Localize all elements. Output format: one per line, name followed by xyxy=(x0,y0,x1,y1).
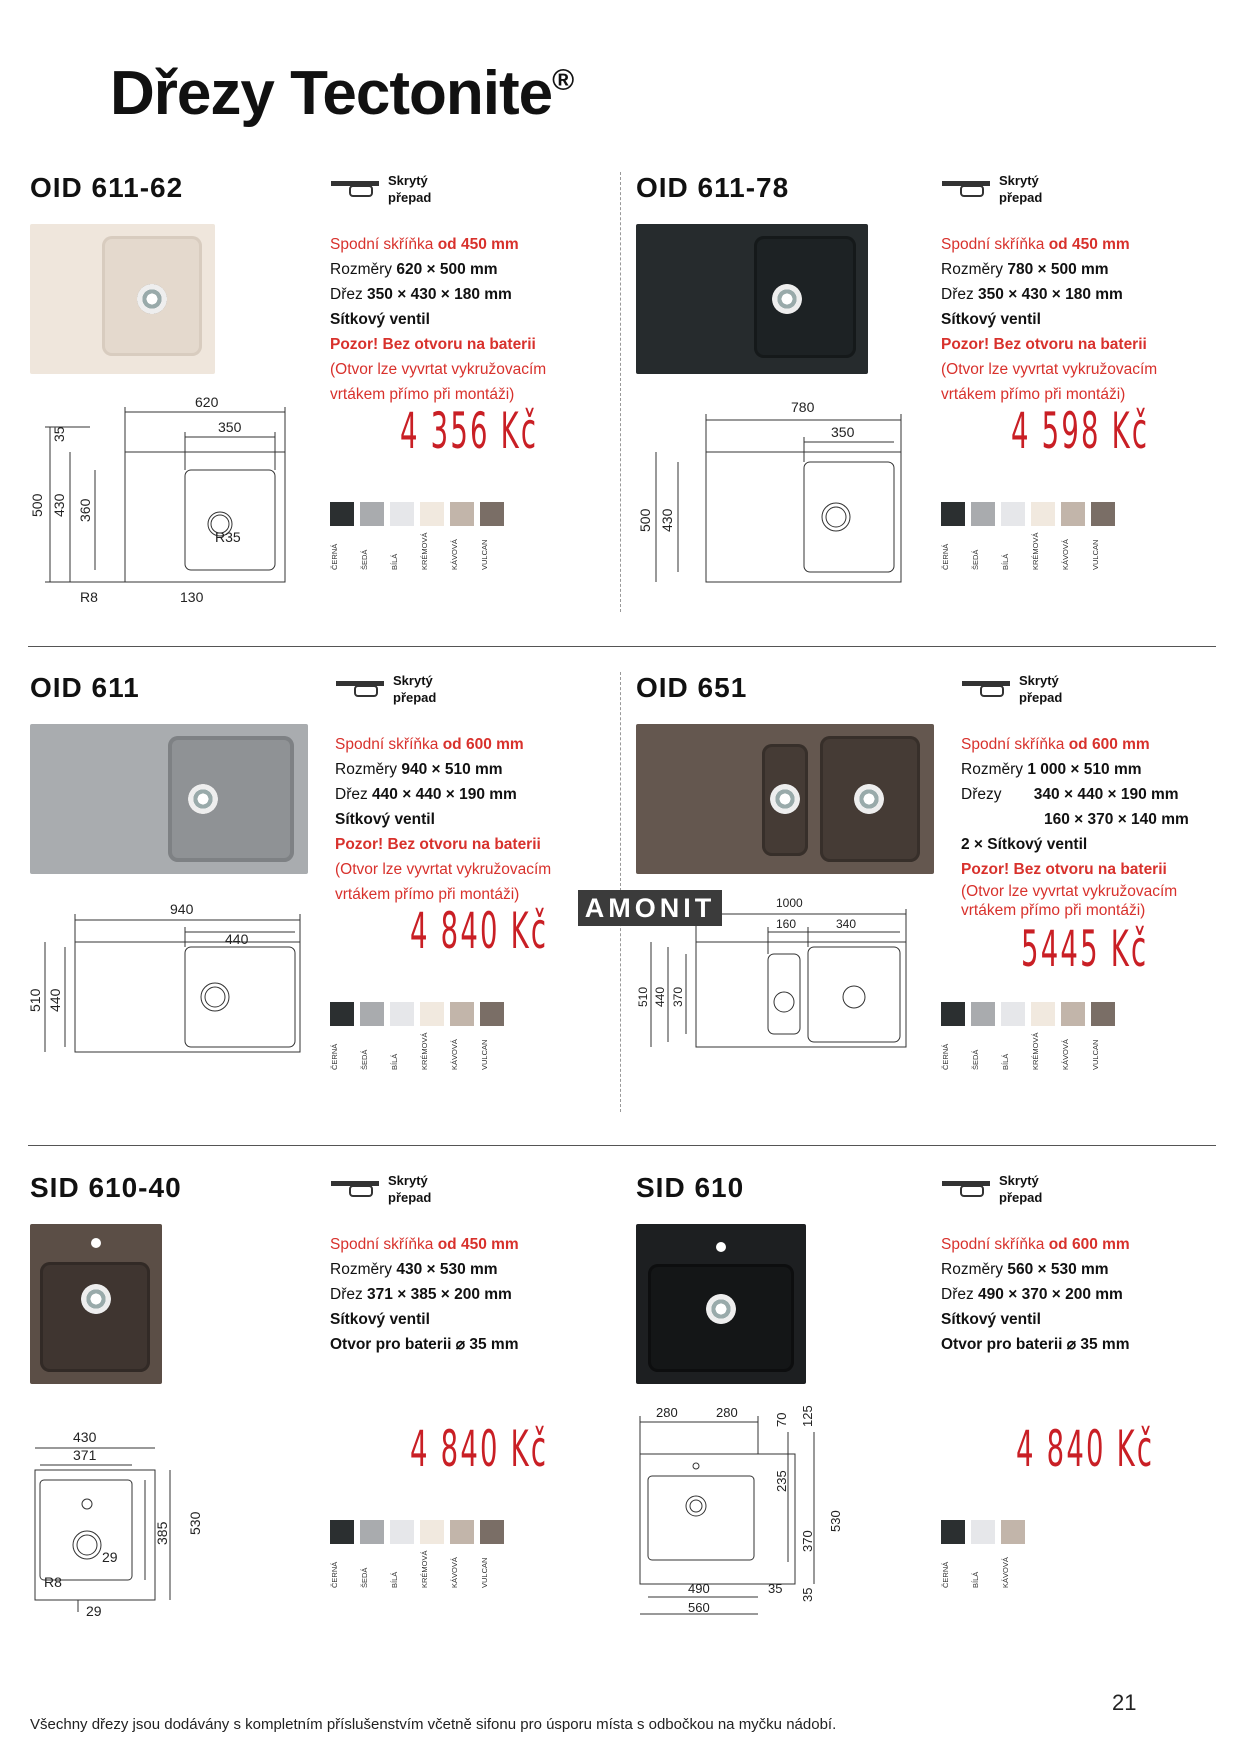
swatch-seda xyxy=(360,1002,384,1026)
dim-height: 530 xyxy=(828,1510,843,1532)
product-title: OID 611-62 xyxy=(30,172,184,203)
tap-hole xyxy=(716,1242,726,1252)
dim-bowl-width: 490 xyxy=(688,1581,710,1596)
swatch-bila xyxy=(1001,502,1025,526)
drain-icon xyxy=(706,1294,736,1324)
dim-width: 560 xyxy=(688,1600,710,1615)
drain-icon xyxy=(137,284,167,314)
swatch-seda xyxy=(360,502,384,526)
swatch-cerna xyxy=(330,1002,354,1026)
swatch-kavova xyxy=(1001,1520,1025,1544)
drain-icon xyxy=(772,284,802,314)
dim-top: 35 xyxy=(51,426,67,442)
technical-drawing xyxy=(636,1402,876,1627)
dim-top1: 70 xyxy=(774,1412,789,1427)
spec-list: Spodní skříňka od 600 mm Rozměry 1 000 × 510 mm Dřezy 340 × 440 × 190 mm 160 × 370 × 140 mm 2 × Sítkový ventil Pozor! Bez otvoru na baterii (Otvor lze vyvrtat vykružovacím vrtákem přímo při montáži) xyxy=(961,736,1189,919)
dim-radius: R35 xyxy=(215,529,241,545)
swatch-kavova xyxy=(1061,1002,1085,1026)
dim-bowl-height: 440 xyxy=(653,986,667,1007)
dim-height: 530 xyxy=(187,1511,203,1535)
product-photo xyxy=(30,1224,162,1384)
dim-inner-height: 360 xyxy=(77,498,93,522)
swatch-bila xyxy=(390,502,414,526)
drain-icon xyxy=(188,784,218,814)
swatch-kavova xyxy=(450,502,474,526)
sink-bowl xyxy=(168,736,294,862)
spec-list: Spodní skříňka od 450 mm Rozměry 430 × 530 mm Dřez 371 × 385 × 200 mm Sítkový ventil Otvor pro baterii ⌀ 35 mm xyxy=(330,1236,519,1353)
page-number: 21 xyxy=(1112,1690,1137,1715)
dim-height: 500 xyxy=(637,508,653,532)
technical-drawing xyxy=(636,392,906,627)
product-title: SID 610-40 xyxy=(30,1172,182,1203)
dim-bowl-height: 440 xyxy=(47,988,63,1012)
product-photo xyxy=(636,224,868,374)
product-title: OID 651 xyxy=(636,672,748,703)
product-card-oid-651: OID 651 1000 160 340 510 440 370 Skrytý přepad Spodní skříňka od 600 mm Rozměry 1 000 × 510 mm Dřezy 340 × 440 × 190 mm 160 × 370 × 140 mm 2 × Sítkový ventil Pozor! Bez otvoru na baterii (Otvor lze vyvrtat vykružovacím vrtákem přímo při montáži) 5445 Kč ČERNÁ ŠEDÁ BÍLÁ KRÉMOVÁ KÁVOVÁ VULCAN xyxy=(636,672,1236,1142)
sink-bowl xyxy=(40,1262,150,1372)
swatch-kavova xyxy=(450,1002,474,1026)
hidden-overflow-icon xyxy=(961,678,1011,698)
dim-offset2: 29 xyxy=(86,1603,102,1619)
price: 4 356 Kč xyxy=(400,402,539,460)
dim-half-left: 280 xyxy=(656,1405,678,1420)
product-card-sid-610-40: SID 610-40 430 371 29 R8 29 385 530 Skrytý přepad Spodní skříňka od 450 mm Rozměry 430 × 530 mm Dřez 371 × 385 × 200 mm Sítkový ventil Otvor pro baterii ⌀ 35 mm 4 840 Kč ČERNÁ ŠEDÁ BÍLÁ KRÉMOVÁ KÁVOVÁ VULCAN xyxy=(30,1172,630,1642)
dim-small-height: 370 xyxy=(671,986,685,1007)
dim-width: 430 xyxy=(73,1429,97,1445)
swatch-vulcan xyxy=(1091,1002,1115,1026)
dim-bowl-width: 350 xyxy=(218,419,242,435)
hidden-overflow-badge: Skrytý přepad xyxy=(941,172,1061,212)
dim-bowl-height: 430 xyxy=(659,508,675,532)
swatch-vulcan xyxy=(480,1002,504,1026)
swatch-kremova xyxy=(1031,502,1055,526)
swatch-kremova xyxy=(420,1002,444,1026)
swatch-cerna xyxy=(941,502,965,526)
product-photo xyxy=(30,224,215,374)
spec-list: Spodní skříňka od 600 mm Rozměry 940 × 510 mm Dřez 440 × 440 × 190 mm Sítkový ventil Pozor! Bez otvoru na baterii (Otvor lze vyvrtat vykružovacím vrtákem přímo při montáži) xyxy=(335,736,552,903)
dim-corner: R8 xyxy=(44,1574,62,1590)
swatch-kavova xyxy=(1061,502,1085,526)
spec-list: Spodní skříňka od 450 mm Rozměry 780 × 500 mm Dřez 350 × 430 × 180 mm Sítkový ventil Pozor! Bez otvoru na baterii (Otvor lze vyvrtat vykružovacím vrtákem přímo při montáži) xyxy=(941,236,1158,403)
hidden-overflow-icon xyxy=(330,178,380,198)
dim-width: 620 xyxy=(195,394,219,410)
product-title: SID 610 xyxy=(636,1172,745,1203)
row-divider xyxy=(28,646,1216,647)
dim-bowl-height: 370 xyxy=(800,1530,815,1552)
price: 5445 Kč xyxy=(1021,920,1149,978)
swatch-bila xyxy=(390,1520,414,1544)
swatch-cerna xyxy=(330,1520,354,1544)
dim-half-right: 280 xyxy=(716,1405,738,1420)
drain-icon xyxy=(770,784,800,814)
dim-height: 500 xyxy=(29,493,45,517)
swatch-seda xyxy=(971,1002,995,1026)
swatch-cerna xyxy=(330,502,354,526)
product-title: OID 611 xyxy=(30,672,140,703)
dim-mid: 235 xyxy=(774,1470,789,1492)
product-photo xyxy=(636,724,934,874)
dim-bottom: 35 xyxy=(800,1587,815,1602)
swatch-bila xyxy=(1001,1002,1025,1026)
dim-top2: 125 xyxy=(800,1405,815,1427)
technical-drawing xyxy=(30,1420,220,1625)
hidden-overflow-badge: Skrytý přepad xyxy=(941,1172,1061,1212)
hidden-overflow-icon xyxy=(330,1178,380,1198)
spec-list: Spodní skříňka od 600 mm Rozměry 560 × 530 mm Dřez 490 × 370 × 200 mm Sítkový ventil Otvor pro baterii ⌀ 35 mm xyxy=(941,1236,1130,1353)
dim-bowl-width: 371 xyxy=(73,1447,97,1463)
product-card-oid-611-62: OID 611-62 620 350 R35 R8 130 500 430 360 35 Skrytý přepad Spodní skříňka od 450 mm Rozměry 620 × 500 mm Dřez 350 × 430 × 180 mm Sítkový ventil Pozor! Bez otvoru na baterii (Otvor lze vyvrtat vykružovacím vrtákem přímo při montáži) 4 356 Kč ČERNÁ ŠEDÁ BÍLÁ KRÉMOVÁ KÁVOVÁ VULCAN xyxy=(30,172,630,642)
dim-bowl1: 160 xyxy=(776,917,797,931)
product-photo xyxy=(636,1224,806,1384)
technical-drawing xyxy=(27,892,320,1067)
amonit-logo: AMONIT xyxy=(578,890,722,926)
swatch-kremova xyxy=(420,1520,444,1544)
dim-offset: 130 xyxy=(180,589,204,605)
dim-corner: R8 xyxy=(80,589,98,605)
price: 4 598 Kč xyxy=(1011,402,1150,460)
swatch-vulcan xyxy=(1091,502,1115,526)
hidden-overflow-icon xyxy=(335,678,385,698)
dim-height: 510 xyxy=(27,988,43,1012)
dim-offset: 29 xyxy=(102,1549,118,1565)
product-card-oid-611: OID 611 940 440 510 440 Skrytý přepad Spodní skříňka od 600 mm Rozměry 940 × 510 mm Dřez 440 × 440 × 190 mm Sítkový ventil Pozor! Bez otvoru na baterii (Otvor lze vyvrtat vykružovacím vrtákem přímo při montáži) 4 840 Kč ČERNÁ ŠEDÁ BÍLÁ KRÉMOVÁ KÁVOVÁ VULCAN xyxy=(30,672,630,1142)
swatch-seda xyxy=(971,502,995,526)
price: 4 840 Kč xyxy=(410,1420,549,1478)
hidden-overflow-icon xyxy=(941,1178,991,1198)
swatch-bila xyxy=(971,1520,995,1544)
tap-hole xyxy=(91,1238,101,1248)
technical-drawing xyxy=(30,392,300,627)
dim-bowl-height: 430 xyxy=(51,493,67,517)
footer-note: Všechny dřezy jsou dodávány s kompletním příslušenstvím včetně sifonu pro úsporu místa s odbočkou na myčku nádobí. xyxy=(30,1716,837,1733)
hidden-overflow-badge: Skrytý přepad xyxy=(335,672,455,712)
sink-bowl xyxy=(754,236,856,358)
swatch-vulcan xyxy=(480,1520,504,1544)
swatch-bila xyxy=(390,1002,414,1026)
drain-icon xyxy=(854,784,884,814)
product-card-sid-610: SID 610 280 280 70 125 235 370 530 35 490 560 35 Skrytý přepad Spodní skříňka od 600 mm Rozměry 560 × 530 mm Dřez 490 × 370 × 200 mm Sítkový ventil Otvor pro baterii ⌀ 35 mm 4 840 Kč ČERNÁ BÍLÁ KÁVOVÁ xyxy=(636,1172,1236,1642)
row-divider xyxy=(28,1145,1216,1146)
swatch-kavova xyxy=(450,1520,474,1544)
dim-width: 780 xyxy=(791,399,815,415)
price: 4 840 Kč xyxy=(410,902,549,960)
hidden-overflow-icon xyxy=(941,178,991,198)
dim-side: 35 xyxy=(768,1581,783,1596)
swatch-cerna xyxy=(941,1002,965,1026)
product-title: OID 611-78 xyxy=(636,172,790,203)
swatch-cerna xyxy=(941,1520,965,1544)
swatch-kremova xyxy=(420,502,444,526)
dim-width: 1000 xyxy=(776,896,803,910)
swatch-kremova xyxy=(1031,1002,1055,1026)
price: 4 840 Kč xyxy=(1016,1420,1155,1478)
dim-bowl-height: 385 xyxy=(154,1521,170,1545)
hidden-overflow-badge: Skrytý přepad xyxy=(961,672,1081,712)
hidden-overflow-badge: Skrytý přepad xyxy=(330,1172,450,1212)
hidden-overflow-badge: Skrytý přepad xyxy=(330,172,450,212)
swatch-seda xyxy=(360,1520,384,1544)
swatch-vulcan xyxy=(480,502,504,526)
dim-bowl2: 340 xyxy=(836,917,857,931)
page-title: Dřezy Tectonite® xyxy=(110,59,574,128)
spec-list: Spodní skříňka od 450 mm Rozměry 620 × 500 mm Dřez 350 × 430 × 180 mm Sítkový ventil Pozor! Bez otvoru na baterii (Otvor lze vyvrtat vykružovacím vrtákem přímo při montáži) xyxy=(330,236,547,403)
dim-height: 510 xyxy=(636,986,650,1007)
dim-width: 940 xyxy=(170,901,194,917)
product-photo xyxy=(30,724,308,874)
dim-bowl-width: 440 xyxy=(225,931,249,947)
drain-icon xyxy=(81,1284,111,1314)
dim-bowl-width: 350 xyxy=(831,424,855,440)
product-card-oid-611-78: OID 611-78 780 350 500 430 Skrytý přepad Spodní skříňka od 450 mm Rozměry 780 × 500 mm Dřez 350 × 430 × 180 mm Sítkový ventil Pozor! Bez otvoru na baterii (Otvor lze vyvrtat vykružovacím vrtákem přímo při montáži) 4 598 Kč ČERNÁ ŠEDÁ BÍLÁ KRÉMOVÁ KÁVOVÁ VULCAN xyxy=(636,172,1236,642)
